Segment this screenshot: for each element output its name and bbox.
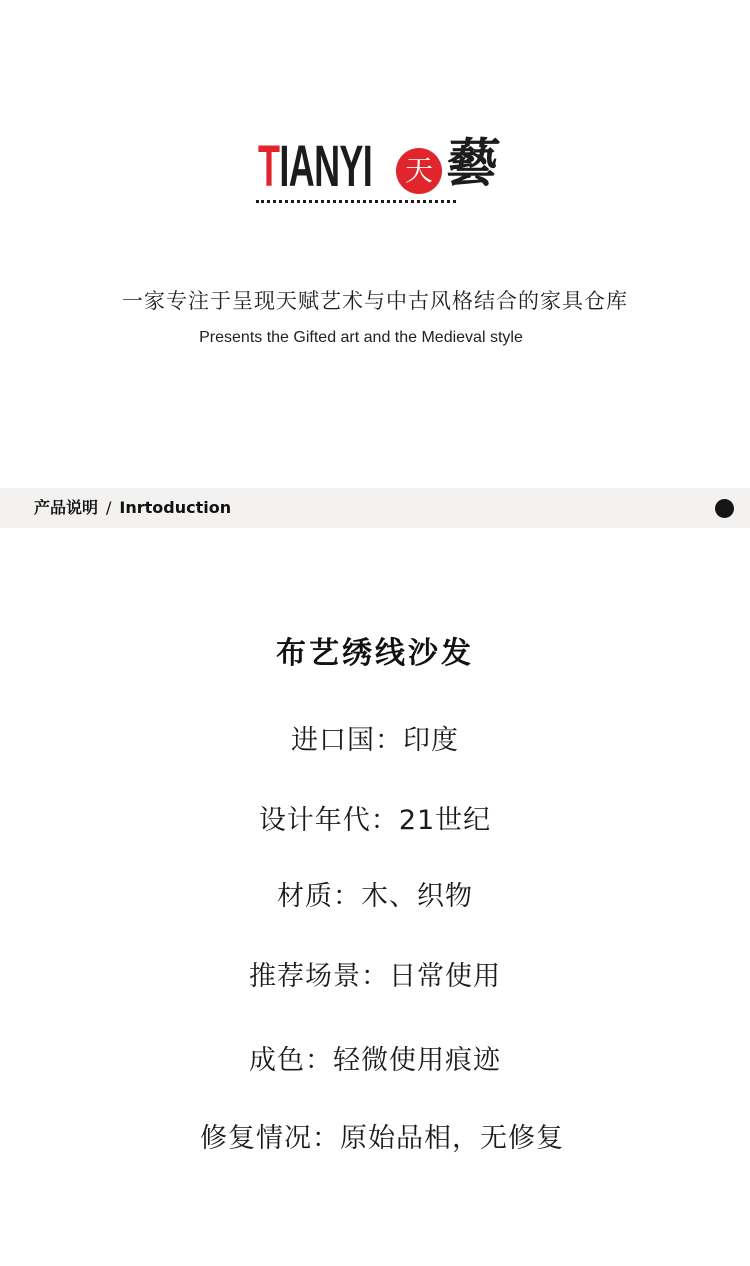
spec-material bbox=[0, 874, 750, 913]
spec-value: 轻微使用痕迹 bbox=[333, 1045, 501, 1076]
spec-value: 木、织物 bbox=[361, 881, 473, 912]
logo-dotted-underline bbox=[256, 200, 456, 203]
spec-label: 材质： bbox=[277, 881, 361, 912]
section-title-separator: / bbox=[106, 498, 112, 517]
logo-seal-icon: 天 bbox=[396, 148, 442, 194]
spec-label: 修复情况： bbox=[200, 1123, 340, 1154]
spec-label: 成色： bbox=[249, 1045, 333, 1076]
spec-label: 设计年代： bbox=[258, 805, 399, 836]
brand-logo bbox=[256, 128, 503, 208]
spec-value: 印度 bbox=[403, 725, 459, 756]
logo-calligraphy: 藝 bbox=[441, 133, 503, 194]
section-header-bar bbox=[0, 488, 750, 528]
section-title bbox=[34, 488, 231, 528]
logo-wordmark: TIANYI bbox=[258, 134, 373, 199]
product-name: 布艺绣线沙发 bbox=[276, 636, 474, 671]
spec-restoration bbox=[7, 1116, 750, 1155]
tagline-chinese: 一家专注于呈现天赋艺术与中古风格结合的家具仓库 bbox=[122, 289, 628, 313]
spec-label: 进口国： bbox=[291, 725, 403, 756]
spec-recommended-scene bbox=[0, 954, 750, 993]
spec-condition bbox=[0, 1038, 750, 1077]
section-title-en: Inrtoduction bbox=[119, 498, 232, 517]
spec-origin-country bbox=[0, 718, 750, 757]
spec-design-era bbox=[0, 798, 750, 837]
spec-label: 推荐场景： bbox=[249, 961, 389, 992]
bullet-dot-icon bbox=[715, 499, 734, 518]
section-title-cn: 产品说明 bbox=[34, 498, 99, 517]
tagline-english: Presents the Gifted art and the Medieval style bbox=[199, 329, 523, 346]
spec-value: 21世纪 bbox=[398, 805, 492, 836]
spec-value: 日常使用 bbox=[389, 961, 501, 992]
spec-value: 原始品相，无修复 bbox=[340, 1123, 564, 1154]
